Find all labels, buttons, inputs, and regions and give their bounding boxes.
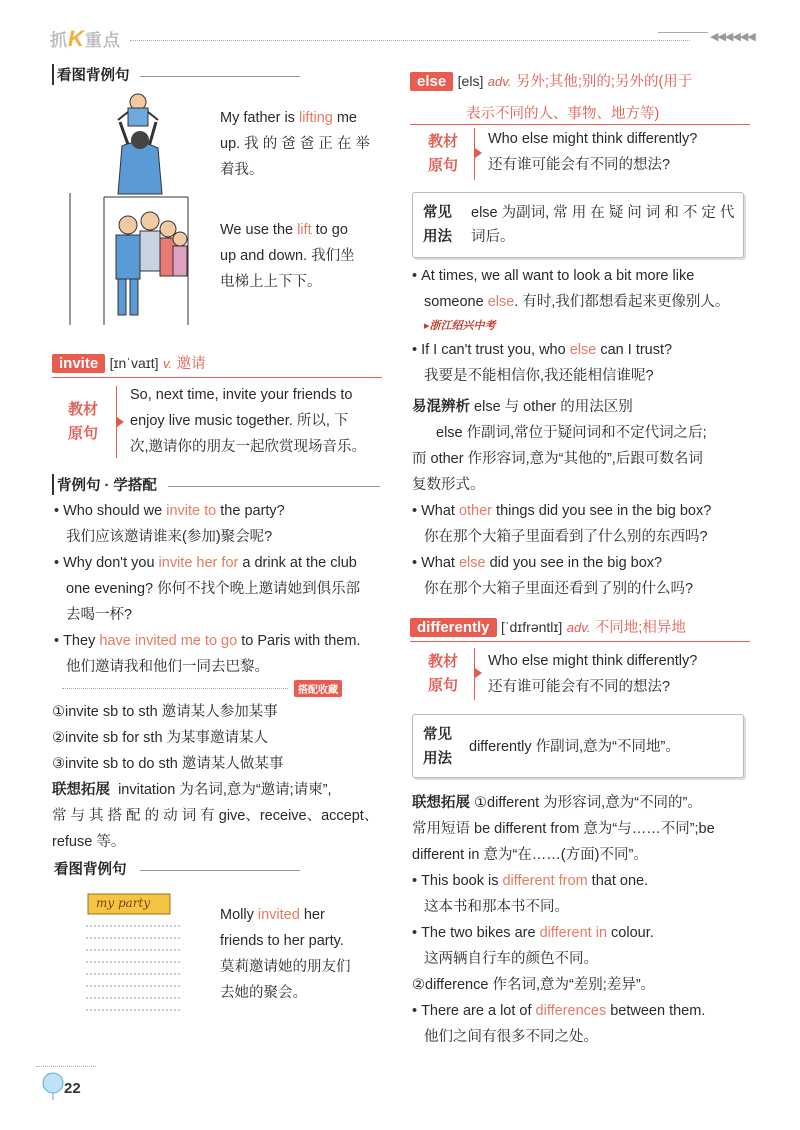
else-phonetic: [els] (457, 73, 484, 89)
ex2-b: a drink at the club (238, 555, 357, 571)
party-card-illustration (78, 886, 186, 1016)
differently-usage-label (423, 723, 452, 771)
invite-example-3 (54, 628, 394, 654)
pic-label-rule (140, 76, 300, 77)
phrase-1: ①invite sb to sth 邀请某人参加某事 (52, 704, 278, 720)
ex3-hl: have invited me to go (99, 633, 238, 649)
header-dotted-rule (130, 40, 690, 41)
else-usage-text (471, 201, 737, 249)
else-zh: 还有谁可能会有不同的想法? (488, 157, 671, 173)
else-entry-header (410, 70, 750, 91)
ex5-hl: different from (502, 873, 588, 889)
else-example-1: • At times, we all want to look a bit more like (412, 263, 757, 289)
ex3-b: to Paris with them. (237, 633, 361, 649)
else-usage-label-2: 用法 (423, 229, 452, 245)
diffly-assoc-l4: ②difference 作名词,意为“差别;差异”。 (412, 977, 656, 993)
ex2-l2: one evening? 你何不找个晚上邀请她到俱乐部 (66, 581, 361, 597)
pic2-line2: up and down. 我们坐 (220, 248, 355, 264)
else-pos: adv. (487, 74, 512, 89)
father-lifting-child-illustration (100, 90, 190, 198)
invite-source-arrow-icon (117, 417, 124, 427)
else-word-tag: else (410, 72, 453, 91)
invite-word-tag: invite (52, 354, 105, 373)
differently-usage-box (412, 714, 744, 778)
pic-label-2: 看图背例句 (54, 862, 127, 878)
invite-entry-header (52, 352, 206, 373)
else-ex1-l2a: someone (424, 294, 488, 310)
differently-src2: 原句 (428, 677, 459, 694)
pic2-caption (220, 217, 380, 295)
differently-zh: 还有谁可能会有不同的想法? (488, 679, 671, 695)
ex3-a: They (63, 633, 100, 649)
differently-en: Who else might think differently? (488, 653, 698, 669)
else-src2: 原句 (428, 157, 459, 174)
else-examples (412, 263, 757, 389)
invite-phrase-list (52, 699, 392, 777)
logo-rest: 重点 (84, 31, 121, 50)
ex1-b: the party? (216, 503, 285, 519)
pic1-en-a: My father is (220, 110, 299, 126)
header-arrows-icon: ◀◀◀◀◀◀ (710, 31, 755, 43)
pic1-line3: 着我。 (220, 162, 264, 178)
pic1-en-b: me (332, 110, 357, 126)
else-usage-l2: 词后。 (471, 229, 515, 245)
invite-source-label (68, 398, 98, 446)
collocation-label: 背例句 · 学搭配 (52, 474, 157, 495)
ex3r-b: things did you see in the big box? (492, 503, 712, 519)
ex6-cn: 这两辆自行车的颜色不同。 (424, 951, 598, 967)
pic3-a: Molly (220, 907, 258, 923)
diff-l2: 而 other 作形容词,意为“其他的”,后跟可数名词 (412, 451, 703, 467)
invite-examples (54, 498, 394, 680)
differently-source-arrow-icon (475, 668, 482, 678)
invite-src2: 原句 (68, 425, 99, 442)
invite-assoc-label: 联想拓展 (52, 782, 110, 798)
differently-source-sentence (488, 648, 748, 700)
invite-line3: 次,邀请你的朋友一起欣赏现场音乐。 (130, 439, 367, 455)
ex4r-a: What (421, 555, 459, 571)
ex5-a: This book is (421, 873, 503, 889)
ex1-a: Who should we (63, 503, 167, 519)
diff-l3: 复数形式。 (412, 477, 485, 493)
header-dash (658, 32, 708, 33)
differently-word-tag: differently (410, 618, 497, 637)
else-usage-label (423, 201, 452, 249)
else-cn-2: 表示不同的人、事物、地方等) (466, 106, 660, 122)
else-usage-label-1: 常见 (423, 205, 452, 221)
invite-rule (52, 377, 382, 378)
else-source-arrow-icon (475, 148, 482, 158)
pic1-caption (220, 105, 380, 183)
invite-pos: v. (162, 356, 173, 371)
balloon-icon (40, 1072, 66, 1102)
else-src1: 教材 (428, 133, 459, 150)
differently-entry-header (410, 616, 750, 637)
differently-phonetic: [ˈdɪfrəntlɪ] (500, 619, 563, 635)
invite-line2: enjoy live music together. 所以, 下 (130, 413, 349, 429)
pic2-en-a: We use the (220, 222, 298, 238)
ex3r-cn: 你在那个大箱子里面看到了什么别的东西吗? (424, 529, 708, 545)
phrase-2: ②invite sb for sth 为某事邀请某人 (52, 730, 269, 746)
party-card-title: my party (96, 896, 151, 910)
else-other-distinction (412, 394, 757, 602)
invite-cn: 邀请 (176, 356, 206, 372)
diffly-assoc-l1: ①different 为形容词,意为“不同的”。 (470, 795, 702, 811)
differently-src1: 教材 (428, 653, 459, 670)
pic3-l4: 去她的聚会。 (220, 985, 307, 1001)
else-source-label (428, 130, 458, 178)
invite-example-1 (54, 498, 394, 524)
pic2-line3: 电梯上上下下。 (220, 274, 322, 290)
ex2-l3: 去喝一杯? (66, 607, 133, 623)
ex4r-hl: else (458, 555, 486, 571)
footer-dotted-rule (36, 1066, 96, 1067)
pic1-en-hl: lifting (298, 110, 333, 126)
pic3-hl: invited (257, 907, 300, 923)
pic2-en-b: to go (311, 222, 348, 238)
invite-line1: So, next time, invite your friends to (130, 387, 353, 403)
ex3r-hl: other (458, 503, 493, 519)
differently-cn: 不同地;相异地 (594, 620, 686, 636)
ex5-b: that one. (587, 873, 649, 889)
else-ex2-cn: 我要是不能相信你,我还能相信谁呢? (424, 368, 654, 384)
invite-phonetic: [ɪnˈvaɪt] (109, 355, 159, 371)
ex3r-a: What (421, 503, 459, 519)
collect-dotted-rule (62, 688, 288, 689)
ex7-a: There are a lot of (421, 1003, 536, 1019)
page-header (38, 22, 778, 52)
page-number: 22 (64, 1080, 81, 1097)
pic1-line2: up. 我 的 爸 爸 正 在 举 (220, 136, 370, 152)
ex5-cn: 这本书和那本书不同。 (424, 899, 569, 915)
ex3-cn: 他们邀请我和他们一同去巴黎。 (66, 659, 269, 675)
pic3-b: her (299, 907, 325, 923)
pic3-l2: friends to her party. (220, 933, 344, 949)
ex6-a: The two bikes are (421, 925, 540, 941)
differently-usage-text: differently 作副词,意为“不同地”。 (469, 739, 680, 755)
collect-tag: 搭配收藏 (294, 680, 342, 697)
else-usage-l1: else 为副词, 常 用 在 疑 问 词 和 不 定 代 (471, 205, 735, 221)
invite-src1: 教材 (68, 401, 99, 418)
ex7-cn: 他们之间有很多不同之处。 (424, 1029, 598, 1045)
ex2-hl: invite her for (158, 555, 239, 571)
collocation-rule (168, 486, 380, 487)
else-ex1-source-tag: ▸浙江绍兴中考 (424, 320, 496, 332)
ex1-hl: invite to (166, 503, 217, 519)
invite-example-2 (54, 550, 394, 576)
diff-label: 易混辨析 (412, 399, 470, 415)
invite-source-sentence (130, 382, 390, 460)
differently-usage-label-2: 用法 (423, 751, 452, 767)
else-usage-box (412, 192, 744, 258)
pic-label-2-rule (140, 870, 300, 871)
else-rule (410, 124, 750, 125)
invite-association (52, 777, 392, 855)
pic-label-1: 看图背例句 (52, 64, 130, 85)
ex2-a: Why don't you (63, 555, 159, 571)
else-en: Who else might think differently? (488, 131, 698, 147)
diffly-assoc-l2: 常用短语 be different from 意为“与……不同”;be (412, 821, 715, 837)
phrase-3: ③invite sb to do sth 邀请某人做某事 (52, 756, 284, 772)
invite-assoc-l2: 常 与 其 搭 配 的 动 词 有 give、receive、accept、 (52, 808, 379, 824)
ex7-hl: differences (535, 1003, 607, 1019)
diff-l1: else 作副词,常位于疑问词和不定代词之后; (436, 425, 707, 441)
invite-assoc-l1: invitation 为名词,意为“邀请;请柬”, (118, 782, 332, 798)
else-ex2-a: If I can't trust you, who (421, 342, 570, 358)
else-ex1-l2b: . 有时,我们都想看起来更像别人。 (514, 294, 730, 310)
else-source-sentence (488, 126, 748, 178)
differently-rule (410, 641, 750, 642)
differently-source-label (428, 650, 458, 698)
section-logo (50, 26, 121, 52)
logo-lead: 抓 (50, 31, 68, 50)
else-cn-1: 另外;其他;别的;另外的(用于 (515, 74, 693, 90)
elevator-people-illustration (68, 193, 208, 328)
diff-title: else 与 other 的用法区别 (470, 399, 633, 415)
diffly-assoc-l3: different in 意为“在……(方面)不同”。 (412, 847, 648, 863)
differently-pos: adv. (566, 620, 591, 635)
pic3-caption (220, 902, 380, 1006)
invite-assoc-l3: refuse 等。 (52, 834, 126, 850)
ex7-b: between them. (606, 1003, 706, 1019)
ex4r-b: did you see in the big box? (485, 555, 663, 571)
else-ex2-hl: else (569, 342, 597, 358)
differently-usage-label-1: 常见 (423, 727, 452, 743)
ex6-hl: different in (539, 925, 608, 941)
ex1-cn: 我们应该邀请谁来(参加)聚会呢? (66, 529, 273, 545)
ex4r-cn: 你在那个大箱子里面还看到了别的什么吗? (424, 581, 694, 597)
logo-k: K (68, 26, 85, 51)
else-ex2-b: can I trust? (596, 342, 673, 358)
ex6-b: colour. (607, 925, 654, 941)
differently-association (412, 790, 757, 1050)
diffly-assoc-label: 联想拓展 (412, 795, 470, 811)
pic3-l3: 莫莉邀请她的朋友们 (220, 959, 351, 975)
pic2-en-hl: lift (297, 222, 312, 238)
else-ex1-hl: else (487, 294, 515, 310)
